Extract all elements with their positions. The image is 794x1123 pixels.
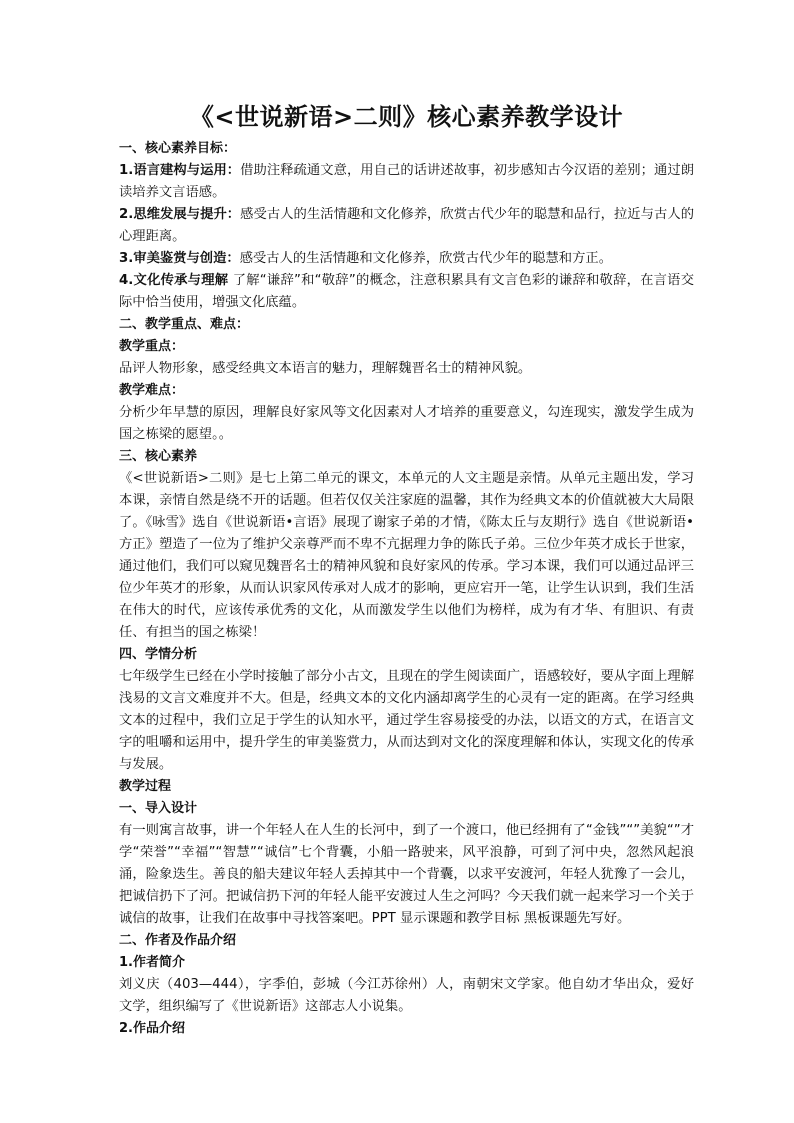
author-work-heading: 二、作者及作品介绍 bbox=[119, 933, 237, 948]
key-point-label: 教学重点： bbox=[119, 339, 185, 354]
goal-item-1 bbox=[119, 160, 694, 204]
work-intro-label: 2.作品介绍 bbox=[119, 1021, 185, 1036]
goal-text: 感受古人的生活情趣和文化修养，欣赏古代少年的聪慧和方正。 bbox=[239, 251, 612, 266]
section-heading-key-points: 二、教学重点、难点： bbox=[119, 317, 250, 332]
goal-item-2 bbox=[119, 204, 694, 248]
goal-text: 借助注释疏通文意，用自己的话讲述故事，初步感知古今汉语的差别；通过朗读培养文言语感。 bbox=[119, 163, 694, 200]
literacy-text: 《<世说新语>二则》是七上第二单元的课文，本单元的人文主题是亲情。从单元主题出发，学习本课，亲情自然是绕不开的话题。但若仅仅关注家庭的温馨，其作为经典文本的价值就被大大局限了。《咏雪》选自《世说新语•言语》展现了谢家子弟的才情，《陈太丘与友期行》选自《世说新语•方正》塑造了一位为了维护父亲尊严而不卑不亢据理力争的陈氏子弟。三位少年英才成长于世家，通过他们，我们可以窥见魏晋名士的精神风貌和良好家风的传承。学习本课，我们可以通过品评三位少年英才的形象，从而认识家风传承对人成才的影响，更应宕开一笔，让学生认识到，我们生活在伟大的时代，应该传承优秀的文化，从而激发学生以他们为榜样，成为有才华、有胆识、有责任、有担当的国之栋梁！ bbox=[119, 471, 694, 640]
difficulty-text: 分析少年早慧的原因，理解良好家风等文化因素对人才培养的重要意义，勾连现实，激发学生成为国之栋梁的愿望。。 bbox=[119, 405, 694, 442]
author-intro-label: 1.作者简介 bbox=[119, 955, 185, 970]
section-heading-analysis: 四、学情分析 bbox=[119, 647, 198, 662]
intro-design-text: 有一则寓言故事，讲一个年轻人在人生的长河中，到了一个渡口，他已经拥有了“金钱”“”美貌“”才学“荣誉”“幸福”“智慧”“诚信”七个背囊，小船一路驶来，风平浪静，可到了河中央，忽然风起浪涌，险象迭生。善良的船夫建议年轻人丢掉其中一个背囊，以求平安渡河，年轻人犹豫了一会儿，把诚信扔下了河。把诚信扔下河的年轻人能平安渡过人生之河吗？今天我们就一起来学习一个关于诚信的故事，让我们在故事中寻找答案吧。PPT 显示课题和教学目标 黑板课题先写好。 bbox=[119, 823, 694, 926]
goal-item-4 bbox=[119, 270, 694, 314]
section-heading-goals: 一、核心素养目标： bbox=[119, 141, 237, 156]
key-point-text: 品评人物形象，感受经典文本语言的魅力，理解魏晋名士的精神风貌。 bbox=[119, 361, 532, 376]
analysis-text: 七年级学生已经在小学时接触了部分小古文，且现在的学生阅读面广，语感较好，要从字面上理解浅易的文言文难度并不大。但是，经典文本的文化内涵却离学生的心灵有一定的距离。在学习经典文本的过程中，我们立足于学生的认知水平，通过学生容易接受的办法，以语文的方式，在语言文字的咀嚼和运用中，提升学生的审美鉴赏力，从而达到对文化的深度理解和体认，实现文化的传承与发展。 bbox=[119, 669, 694, 772]
goal-label: 1.语言建构与运用： bbox=[119, 163, 241, 178]
goal-text: 感受古人的生活情趣和文化修养，欣赏古代少年的聪慧和品行，拉近与古人的心理距离。 bbox=[119, 207, 694, 244]
goal-item-3 bbox=[119, 248, 694, 270]
goal-text: 了解“谦辞”和“敬辞”的概念，注意积累具有文言色彩的谦辞和敬辞，在言语交际中恰当使用，增强文化底蕴。 bbox=[119, 273, 694, 310]
goal-label: 2.思维发展与提升： bbox=[119, 207, 241, 222]
intro-design-heading: 一、导入设计 bbox=[119, 801, 198, 816]
difficulty-label: 教学难点： bbox=[119, 383, 185, 398]
goal-label: 4.文化传承与理解 bbox=[119, 273, 229, 288]
document-title: 《<世说新语>二则》核心素养教学设计 bbox=[189, 103, 624, 131]
section-heading-literacy: 三、核心素养 bbox=[119, 449, 198, 464]
goal-label: 3.审美鉴赏与创造： bbox=[119, 251, 240, 266]
author-intro-text: 刘义庆（403—444），字季伯，彭城（今江苏徐州）人，南朝宋文学家。他自幼才华出众，爱好文学，组织编写了《世说新语》这部志人小说集。 bbox=[119, 977, 694, 1014]
section-heading-process: 教学过程 bbox=[119, 779, 172, 794]
